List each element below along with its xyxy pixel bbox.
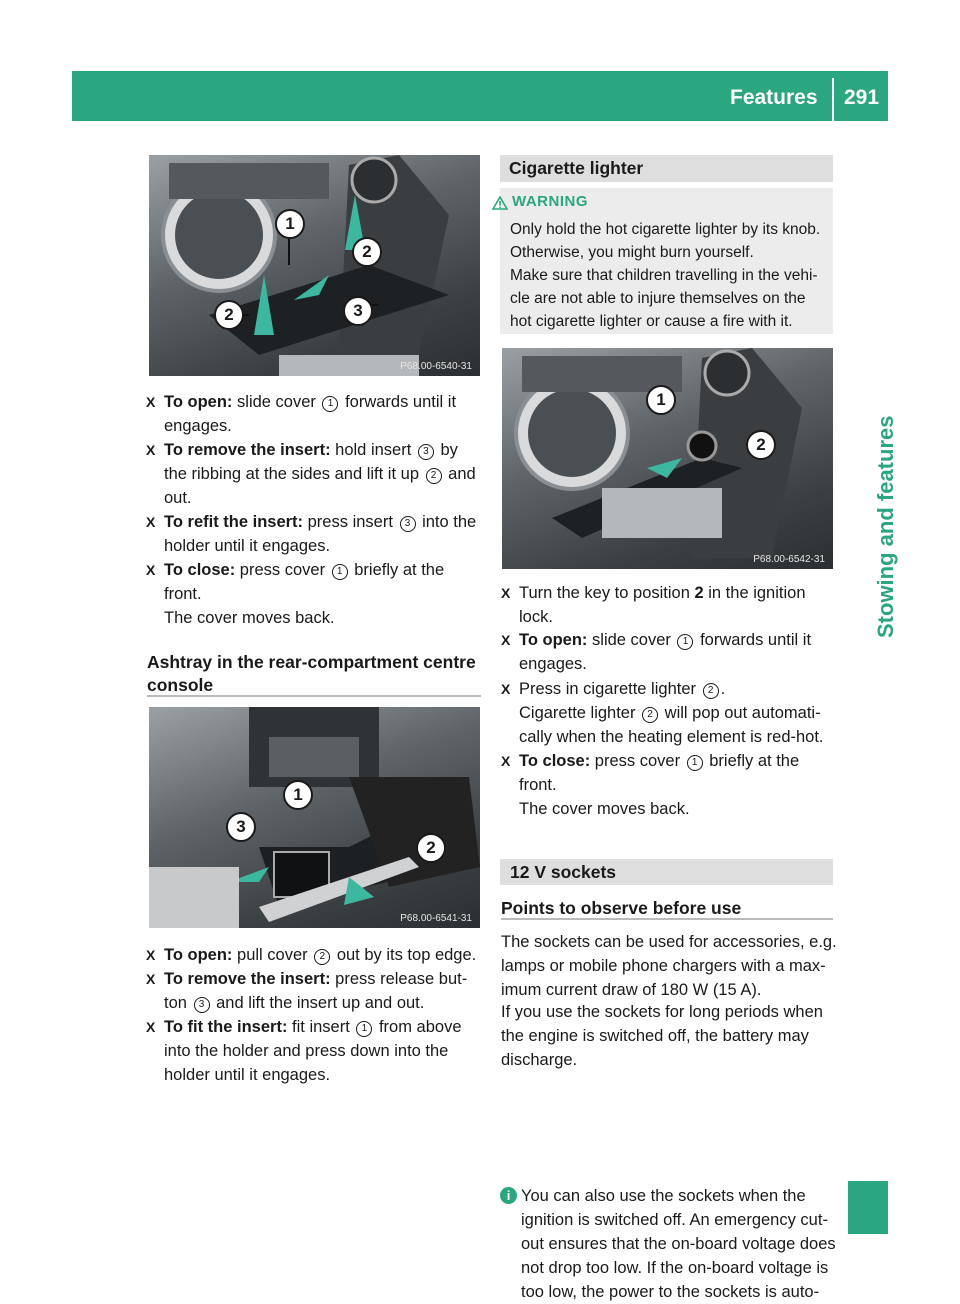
step-marker: X — [501, 632, 511, 648]
section-rule — [147, 695, 481, 697]
list-item-line: To remove the insert: hold insert 3 by — [164, 441, 458, 459]
step-marker: X — [146, 971, 156, 987]
callout-ref: 1 — [356, 1021, 372, 1037]
section-title-text: Cigarette lighter — [509, 158, 644, 178]
list-item-line: To close: press cover 1 briefly at the — [164, 561, 445, 579]
warning-line: Make sure that children travelling in the vehi- — [510, 267, 818, 284]
item-lead: To open: — [164, 946, 233, 964]
photo-ashtray-front — [149, 155, 480, 376]
callout-2: 2 — [746, 430, 776, 460]
list-item-line: holder until it engages. — [164, 1066, 331, 1084]
callout-1: 1 — [283, 780, 313, 810]
callout-ref: 3 — [418, 444, 434, 460]
warning-icon — [492, 196, 508, 210]
photo-code: P68.00-6540-31 — [400, 361, 472, 372]
subsection-title: Points to observe before use — [501, 898, 742, 918]
list-item-line: The cover moves back. — [164, 609, 335, 627]
callout-ref: 1 — [322, 396, 338, 412]
header-separator — [832, 78, 834, 121]
photo-code: P68.00-6542-31 — [753, 554, 825, 565]
callout-2: 2 — [352, 237, 382, 267]
list-item-line: front. — [164, 585, 202, 603]
info-line: not drop too low. If the on-board voltage is — [521, 1259, 829, 1277]
list-item-line: ton 3 and lift the insert up and out. — [164, 994, 425, 1012]
step-marker: X — [501, 681, 511, 697]
list-item-line: Cigarette lighter 2 will pop out automati- — [519, 704, 821, 722]
callout-ref: 1 — [687, 755, 703, 771]
callout-ref: 2 — [642, 707, 658, 723]
callout-ref: 3 — [194, 997, 210, 1013]
paragraph — [501, 1000, 841, 1072]
section-title-line: console — [147, 675, 214, 695]
photo-cigarette-lighter-illustration — [502, 348, 833, 569]
section-title-cigarette-lighter — [500, 155, 833, 182]
list-item-line: The cover moves back. — [519, 800, 690, 818]
list-item-text — [519, 628, 811, 676]
photo-code: P68.00-6541-31 — [400, 913, 472, 924]
item-lead: To remove the insert: — [164, 970, 331, 988]
paragraph-line: The sockets can be used for accessories, e.g. — [501, 933, 837, 951]
item-lead: To open: — [519, 631, 588, 649]
step-marker: X — [146, 947, 156, 963]
callout-1: 1 — [275, 209, 305, 239]
paragraph-line: If you use the sockets for long periods when — [501, 1003, 823, 1021]
list-item-line: To open: slide cover 1 forwards until it — [164, 393, 457, 411]
item-lead: To remove the insert: — [164, 441, 331, 459]
step-marker: X — [146, 1019, 156, 1035]
callout-ref: 2 — [426, 468, 442, 484]
section-title-12v-sockets — [500, 859, 833, 885]
callout-ref: 1 — [332, 564, 348, 580]
list-item-line: To refit the insert: press insert 3 into the — [164, 513, 477, 531]
list-item-text — [164, 967, 467, 1015]
step-marker: X — [146, 394, 156, 410]
warning-line: Otherwise, you might burn yourself. — [510, 244, 754, 261]
paragraph-line: imum current draw of 180 W (15 A). — [501, 981, 762, 999]
callout-3: 3 — [343, 296, 373, 326]
list-item-line: the ribbing at the sides and lift it up 2 and — [164, 465, 476, 483]
list-item-line: out. — [164, 489, 192, 507]
photo-cigarette-lighter — [502, 348, 833, 569]
step-marker: X — [146, 442, 156, 458]
callout-2: 2 — [214, 300, 244, 330]
callout-3: 3 — [226, 812, 256, 842]
list-item-line: To remove the insert: press release but- — [164, 970, 468, 988]
paragraph — [501, 930, 841, 1002]
warning-line: Only hold the hot cigarette lighter by its knob. — [510, 221, 821, 238]
list-item-line: engages. — [519, 655, 587, 673]
step-marker: X — [146, 514, 156, 530]
paragraph-line: the engine is switched off, the battery may — [501, 1027, 809, 1045]
photo-ashtray-front-illustration — [149, 155, 480, 376]
step-marker: X — [501, 585, 511, 601]
item-lead: To close: — [164, 561, 236, 579]
list-item-text — [164, 438, 476, 510]
list-item-line: To open: pull cover 2 out by its top edge. — [164, 946, 477, 964]
page-number: 291 — [844, 86, 880, 109]
list-item-line: front. — [519, 776, 557, 794]
callout-1: 1 — [646, 385, 676, 415]
list-item-line: cally when the heating element is red-hot. — [519, 728, 824, 746]
section-title-line: Ashtray in the rear-compartment centre — [147, 652, 476, 672]
callout-ref: 2 — [703, 683, 719, 699]
list-item-line: into the holder and press down into the — [164, 1042, 449, 1060]
info-line: too low, the power to the sockets is auto- — [521, 1283, 820, 1301]
list-item-text — [519, 677, 824, 749]
list-item-text — [519, 581, 806, 629]
section-title-ashtray-rear — [147, 651, 476, 697]
paragraph-line: lamps or mobile phone chargers with a max- — [501, 957, 826, 975]
section-title-text: 12 V sockets — [510, 862, 617, 882]
info-line: out ensures that the on-board voltage does — [521, 1235, 836, 1253]
section-rule — [501, 918, 833, 920]
list-item-text — [519, 749, 799, 821]
item-lead: To refit the insert: — [164, 513, 304, 531]
callout-2: 2 — [416, 833, 446, 863]
list-item-line: To fit the insert: fit insert 1 from above — [164, 1018, 462, 1036]
info-icon: i — [500, 1187, 517, 1204]
warning-text — [510, 218, 832, 264]
side-tab-label: Stowing and features — [873, 415, 898, 638]
list-item-text — [164, 943, 476, 967]
info-note — [521, 1184, 841, 1304]
callout-ref: 2 — [314, 949, 330, 965]
item-lead: To close: — [519, 752, 591, 770]
callout-ref: 1 — [677, 634, 693, 650]
warning-text — [510, 264, 832, 333]
step-marker: X — [146, 562, 156, 578]
list-item-text — [164, 558, 444, 630]
list-item-text — [164, 390, 456, 438]
side-tab-marker — [848, 1181, 888, 1234]
list-item-line: To open: slide cover 1 forwards until it — [519, 631, 812, 649]
callout-ref: 3 — [400, 516, 416, 532]
list-item-line: engages. — [164, 417, 232, 435]
list-item-text — [164, 510, 476, 558]
side-tab — [849, 338, 898, 638]
list-item-line: holder until it engages. — [164, 537, 331, 555]
list-item-line: To close: press cover 1 briefly at the — [519, 752, 800, 770]
photo-ashtray-rear — [149, 707, 480, 928]
photo-ashtray-rear-illustration — [149, 707, 480, 928]
item-lead: To fit the insert: — [164, 1018, 288, 1036]
list-item-text — [164, 1015, 462, 1087]
paragraph-line: discharge. — [501, 1051, 578, 1069]
warning-label: WARNING — [512, 193, 588, 210]
list-item-line: Turn the key to position 2 in the ignition — [519, 584, 806, 602]
list-item-line: Press in cigarette lighter 2 . — [519, 680, 726, 698]
item-lead: To open: — [164, 393, 233, 411]
list-item-line: lock. — [519, 608, 553, 626]
info-line: ignition is switched off. An emergency cut- — [521, 1211, 828, 1229]
info-line: You can also use the sockets when the — [521, 1187, 806, 1205]
warning-line: hot cigarette lighter or cause a fire with it. — [510, 313, 793, 330]
step-marker: X — [501, 753, 511, 769]
header-title: Features — [730, 86, 818, 109]
warning-line: cle are not able to injure themselves on the — [510, 290, 806, 307]
